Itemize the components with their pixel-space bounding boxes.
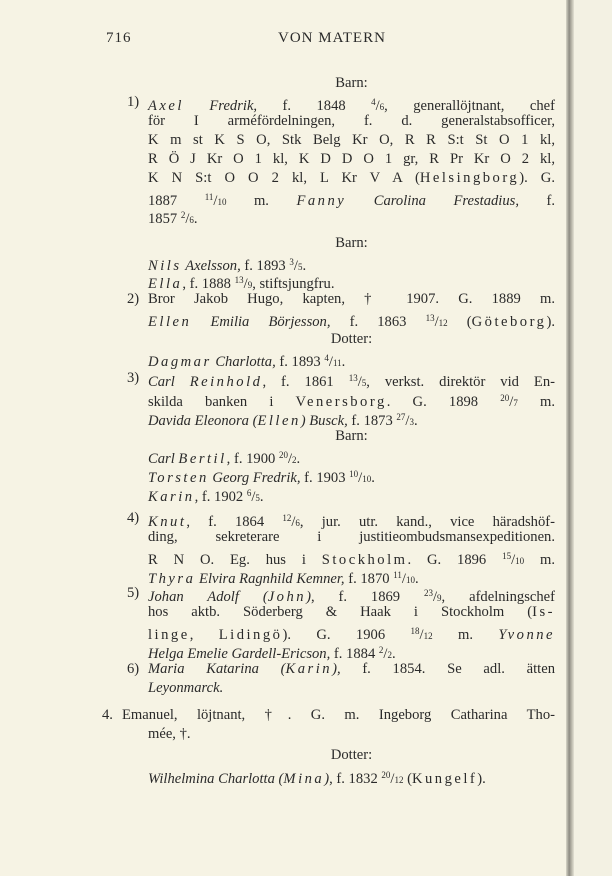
text-span: .: [296, 451, 301, 467]
date-day: 23: [423, 588, 433, 598]
text-span: (: [403, 771, 412, 787]
date-day: 13: [234, 275, 244, 285]
text-line: [148, 93, 555, 112]
text-span: för I arméfördelningen, f. d. generalstabsofficer,: [148, 113, 555, 129]
entry-number: 1): [127, 94, 140, 110]
text-span: f. 1863: [330, 314, 426, 330]
date-day: 13: [425, 313, 435, 323]
name-span: Stockholm: [321, 552, 408, 568]
page-edge: [574, 0, 612, 876]
text-span: /: [251, 489, 256, 505]
text-line: [148, 679, 223, 698]
entry-number: 3): [127, 370, 140, 386]
text-span: , f. 1832: [329, 771, 382, 787]
date-day: 2: [180, 210, 186, 220]
date-day: 4: [324, 353, 329, 363]
text-span: ).: [477, 771, 486, 787]
text-span: /: [390, 771, 395, 787]
name-span: Is-: [532, 604, 555, 620]
text-span: f.: [518, 193, 555, 209]
text-span: /: [375, 98, 380, 114]
text-span: ding, sekreterare i justitieombudsmansexpeditionen.: [148, 529, 555, 545]
date-day: 4: [371, 97, 376, 107]
text-span: , f. 1888: [182, 276, 235, 292]
date-month: 10: [515, 556, 525, 566]
date-month: 6: [295, 518, 300, 528]
text-span: /: [213, 193, 218, 209]
date-day: 20: [278, 450, 288, 460]
text-span: /: [293, 258, 298, 274]
text-span: (: [447, 314, 472, 330]
text-span: /: [401, 571, 406, 587]
text-line: [148, 112, 555, 131]
text-span: /: [432, 589, 438, 605]
text-line: [148, 584, 555, 603]
text-span: Dotter:: [330, 747, 373, 763]
name-span: Johan Adolf (: [148, 589, 268, 605]
text-line: [148, 369, 555, 388]
text-line: [148, 234, 555, 253]
date-month: 10: [405, 575, 415, 585]
text-line: [148, 253, 306, 272]
text-span: .: [414, 571, 419, 587]
text-span: .: [302, 258, 307, 274]
name-span: Torsten: [148, 470, 209, 486]
name-span: Axelsson,: [185, 258, 241, 274]
name-span: Helga Emelie Gardell-Ericson,: [148, 646, 331, 662]
text-span: Bror Jakob Hugo, kapten, † 1907. G. 1889 m.: [148, 291, 555, 307]
text-line: [148, 660, 555, 679]
text-line: [148, 641, 396, 660]
name-span: Carl: [148, 374, 190, 390]
date-month: 12: [394, 775, 404, 785]
text-span: /: [291, 514, 296, 530]
text-line: [148, 271, 334, 290]
name-span: Yvonne: [498, 627, 556, 643]
text-span: m.: [524, 552, 555, 568]
text-span: /: [287, 451, 293, 467]
name-span: Karin: [285, 661, 333, 677]
text-span: Barn:: [335, 235, 368, 251]
text-line: [148, 169, 555, 188]
name-span: Charlotta,: [215, 354, 276, 370]
text-span: /: [383, 646, 388, 662]
date-month: 2: [387, 650, 392, 660]
text-span: ,: [189, 627, 219, 643]
text-span: , f. 1854. Se adl. ätten: [336, 661, 555, 677]
text-line: [148, 465, 375, 484]
name-span: Leyonmarck.: [148, 680, 224, 696]
text-span: Dotter:: [330, 331, 373, 347]
name-span: Dagmar: [148, 354, 212, 370]
text-span: /: [185, 211, 190, 227]
text-span: 1857: [148, 211, 181, 227]
text-span: .: [371, 470, 375, 486]
page-number: 716: [106, 30, 132, 46]
text-span: , generallöjtnant, chef: [384, 98, 555, 114]
name-span: ): [324, 771, 330, 787]
text-span: Emanuel, löjtnant, †. G. m. Ingeborg Catharina Tho-: [122, 707, 555, 723]
text-span: , jur. utr. kand., vice häradshöf-: [299, 514, 555, 530]
name-span: Wilhelmina Charlotta (: [148, 771, 284, 787]
text-span: mée, †.: [148, 726, 191, 742]
date-day: 18: [410, 626, 420, 636]
date-month: 3: [409, 417, 414, 427]
text-line: [148, 622, 555, 641]
text-line: [148, 150, 555, 169]
text-span: Barn:: [335, 75, 368, 91]
text-span: /: [419, 627, 424, 643]
date-month: 10: [362, 474, 372, 484]
date-day: 27: [396, 412, 406, 422]
date-month: 9: [437, 593, 442, 603]
text-span: , f. 1869: [310, 589, 424, 605]
name-span: Fanny: [296, 193, 347, 209]
name-span: Carl: [148, 451, 179, 467]
text-span: .: [391, 646, 396, 662]
date-day: 2: [378, 645, 384, 655]
text-line: [148, 746, 555, 765]
text-span: , verkst. direktör vid En-: [366, 374, 555, 390]
entry-number: 6): [127, 661, 140, 677]
text-span: f. 1884: [330, 646, 379, 662]
text-span: .: [413, 413, 418, 429]
name-span: Fredrik,: [209, 98, 258, 114]
name-span: Kungelf: [411, 771, 478, 787]
name-span: Göteborg: [471, 314, 547, 330]
name-span: Nils: [148, 258, 182, 274]
text-span: m.: [432, 627, 499, 643]
date-month: 12: [423, 631, 433, 641]
name-span: ): [306, 589, 311, 605]
text-span: /: [358, 470, 363, 486]
date-day: 11: [393, 570, 402, 580]
name-span: Knut: [148, 514, 187, 530]
text-span: f. 1870: [344, 571, 394, 587]
name-span: Bertil: [178, 451, 227, 467]
text-span: f. 1893: [275, 354, 325, 370]
text-line: [148, 408, 418, 427]
date-month: 2: [292, 455, 297, 465]
text-span: ). G. 1906: [282, 627, 411, 643]
text-line: [148, 349, 345, 368]
text-span: R N O. Eg. hus i: [148, 552, 322, 568]
text-span: .: [193, 211, 198, 227]
date-day: 13: [348, 373, 358, 383]
date-month: 6: [189, 215, 194, 225]
name-span: Ellen: [148, 314, 192, 330]
text-span: R Ö J Kr O 1 kl, K D D O 1 gr, R Pr Kr O 2 kl,: [148, 151, 555, 167]
text-line: [148, 309, 555, 328]
name-span: Thyra: [148, 571, 196, 587]
entry-number: 4.: [102, 707, 113, 723]
date-day: 20: [500, 393, 510, 403]
text-span: f. 1903: [300, 470, 350, 486]
text-span: f. 1848: [257, 98, 372, 114]
text-line: [148, 290, 555, 309]
text-line: [148, 766, 486, 785]
text-span: .: [259, 489, 264, 505]
text-span: ). G.: [519, 170, 555, 186]
text-span: , f. 1900: [226, 451, 279, 467]
text-span: , f. 1864: [186, 514, 283, 530]
name-span: Venersborg: [295, 394, 387, 410]
name-span: Reinhold: [189, 374, 263, 390]
date-month: 5: [361, 378, 367, 388]
entry-number: 5): [127, 585, 140, 601]
entry-number: 4): [127, 510, 140, 526]
text-span: /: [434, 314, 439, 330]
text-line: [148, 74, 555, 93]
text-span: K m st K S O, Stk Belg Kr O, R R S:t St O 1 kl,: [148, 132, 555, 148]
text-line: [148, 188, 555, 207]
text-span: [191, 314, 210, 330]
text-line: [148, 389, 555, 408]
date-month: 5: [297, 262, 303, 272]
text-span: K N S:t O O 2 kl, L Kr V A (: [148, 170, 420, 186]
text-span: /: [328, 354, 333, 370]
date-day: 6: [246, 488, 252, 498]
text-span: hos aktb. Söderberg & Haak i Stockholm (: [148, 604, 533, 620]
text-span: . G. 1898: [386, 394, 501, 410]
name-span: Elvira Ragnhild Kemner,: [199, 571, 345, 587]
name-span: Axel: [148, 98, 184, 114]
name-span: Karin: [148, 489, 195, 505]
text-span: /: [357, 374, 362, 390]
date-day: 11: [204, 192, 214, 202]
text-span: /: [509, 394, 514, 410]
text-span: f. 1893: [240, 258, 290, 274]
date-month: 10: [217, 197, 227, 207]
name-span: linge: [148, 627, 190, 643]
text-line: [148, 509, 555, 528]
name-span: Emilia Börjesson,: [210, 314, 331, 330]
text-span: skilda banken i: [148, 394, 296, 410]
text-span: [346, 193, 374, 209]
text-span: /: [511, 552, 516, 568]
date-month: 11: [332, 358, 342, 368]
text-line: [148, 446, 300, 465]
date-day: 3: [289, 257, 294, 267]
name-span: Maria Katarina (: [148, 661, 286, 677]
text-line: [148, 330, 555, 349]
text-line: [148, 603, 555, 622]
name-span: Helsingborg: [419, 170, 520, 186]
name-span: Lidingö: [218, 627, 283, 643]
name-span: Carolina Frestadius,: [373, 193, 519, 209]
date-day: 15: [502, 551, 512, 561]
text-line: [148, 206, 198, 225]
date-month: 12: [438, 318, 448, 328]
text-span: 1887: [148, 193, 205, 209]
text-line: [148, 131, 555, 150]
entry-number: 2): [127, 291, 140, 307]
date-month: 6: [379, 102, 385, 112]
name-span: Georg Fredrik,: [212, 470, 301, 486]
name-span: Davida Eleonora (: [148, 413, 258, 429]
name-span: ) Busck,: [300, 413, 348, 429]
text-span: . G. 1896: [407, 552, 503, 568]
book-binding-shadow: [566, 0, 574, 876]
date-month: 5: [255, 493, 260, 503]
text-span: .: [341, 354, 346, 370]
text-line: [148, 484, 264, 503]
running-title: VON MATERN: [278, 30, 386, 46]
text-span: , f. 1902: [194, 489, 247, 505]
text-span: m.: [517, 394, 555, 410]
text-line: [148, 427, 555, 446]
text-span: , f. 1861: [262, 374, 349, 390]
text-span: Barn:: [335, 428, 368, 444]
text-line: [122, 706, 555, 725]
text-span: /: [405, 413, 410, 429]
text-span: , stiftsjungfru.: [252, 276, 335, 292]
text-line: [148, 566, 419, 585]
text-span: , afdelningschef: [441, 589, 555, 605]
name-span: John: [267, 589, 307, 605]
name-span: Ellen: [257, 413, 301, 429]
text-line: [148, 547, 555, 566]
text-span: /: [243, 276, 248, 292]
date-day: 20: [381, 770, 391, 780]
name-span: Mina: [283, 771, 325, 787]
text-span: m.: [226, 193, 297, 209]
date-month: 9: [247, 280, 253, 290]
text-span: ).: [546, 314, 555, 330]
date-day: 12: [282, 513, 292, 523]
date-day: 10: [349, 469, 359, 479]
text-line: [148, 725, 191, 744]
text-line: [148, 528, 555, 547]
name-span: Ella: [148, 276, 183, 292]
text-span: f. 1873: [347, 413, 397, 429]
name-span: ): [332, 661, 337, 677]
date-month: 7: [513, 398, 518, 408]
